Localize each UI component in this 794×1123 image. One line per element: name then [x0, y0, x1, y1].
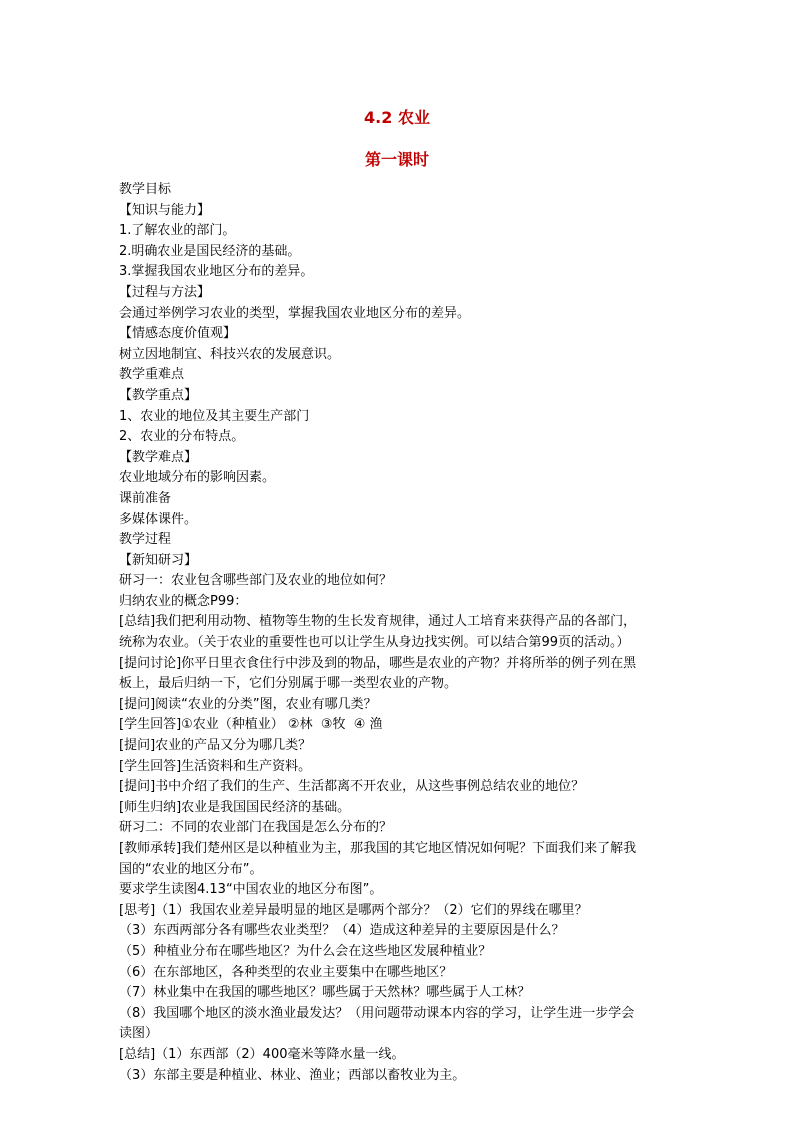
text-line: 【知识与能力】: [119, 202, 211, 218]
text-line: 1.了解农业的部门。: [119, 223, 236, 239]
text-line: 2.明确农业是国民经济的基础。: [119, 243, 301, 259]
text-line: [学生回答]①农业（种植业） ②林 ③牧 ④ 渔: [119, 717, 383, 733]
text-line: 农业地域分布的影响因素。: [119, 470, 276, 486]
text-line: 1、农业的地位及其主要生产部门: [119, 408, 310, 424]
text-line: 教学重难点: [119, 367, 185, 383]
text-line: 课前准备: [119, 490, 172, 506]
text-line: [思考]（1）我国农业差异最明显的地区是哪两个部分？（2）它们的界线在哪里？: [119, 902, 588, 918]
text-line: 【教学重点】: [119, 387, 198, 403]
text-line: 【情感态度价值观】: [119, 326, 237, 342]
text-line: 教学目标: [119, 182, 172, 197]
text-line: （3）东部主要是种植业、林业、渔业；西部以畜牧业为主。: [119, 1067, 466, 1083]
text-line: 【教学难点】: [119, 449, 198, 465]
text-line: 3.掌握我国农业地区分布的差异。: [119, 264, 314, 280]
text-line: 研习一：农业包含哪些部门及农业的地位如何？: [119, 573, 393, 589]
document-body: [119, 180, 679, 1086]
text-line: （7）林业集中在我国的哪些地区？哪些属于天然林？哪些属于人工林？: [119, 985, 531, 1001]
text-line: （3）东西两部分各有哪些农业类型？（4）造成这种差异的主要原因是什么？: [119, 923, 565, 939]
text-line: [提问]农业的产品又分为哪几类？: [119, 738, 312, 754]
text-line: 统称为农业。（关于农业的重要性也可以让学生从身边找实例。可以结合第99页的活动。）: [119, 635, 630, 651]
text-line: 【过程与方法】: [119, 284, 211, 300]
text-line: [提问]阅读“农业的分类”图，农业有哪几类？: [119, 696, 377, 712]
text-line: 2、农业的分布特点。: [119, 429, 245, 445]
page-subtitle: 第一课时: [364, 150, 429, 169]
text-line: [总结]我们把利用动物、植物等生物的生长发育规律，通过人工培育来获得产品的各部门，: [119, 614, 637, 630]
text-line: （6）在东部地区，各种类型的农业主要集中在哪些地区？: [119, 964, 453, 980]
text-line: 归纳农业的概念P99：: [119, 593, 248, 609]
text-line: 会通过举例学习农业的类型，掌握我国农业地区分布的差异。: [119, 305, 471, 321]
text-line: [总结]（1）东西部（2）400毫米等降水量一线。: [119, 1046, 405, 1062]
text-line: 教学过程: [119, 532, 172, 548]
text-line: 要求学生读图4.13“中国农业的地区分布图”。: [119, 882, 383, 898]
text-line: [提问]书中介绍了我们的生产、生活都离不开农业，从这些事例总结农业的地位？: [119, 779, 585, 795]
text-line: 板上，最后归纳一下，它们分别属于哪一类型农业的产物。: [119, 676, 458, 692]
text-line: 读图）: [119, 1026, 159, 1042]
text-line: [提问讨论]你平日里衣食住行中涉及到的物品，哪些是农业的产物？并将所举的例子列在黑: [119, 655, 637, 671]
text-line: 【新知研习】: [119, 552, 198, 568]
text-line: （5）种植业分布在哪些地区？为什么会在这些地区发展种植业？: [119, 943, 492, 959]
text-line: [学生回答]生活资料和生产资料。: [119, 758, 312, 774]
text-line: 研习二：不同的农业部门在我国是怎么分布的？: [119, 820, 393, 836]
text-line: （8）我国哪个地区的淡水渔业最发达？（用问题带动课本内容的学习，让学生进一步学会: [119, 1005, 635, 1021]
text-line: [教师承转]我们楚州区是以种植业为主，那我国的其它地区情况如何呢？下面我们来了解我: [119, 841, 637, 856]
page-title: 4.2 农业: [364, 108, 430, 127]
text-line: 国的“农业的地区分布”。: [119, 861, 263, 877]
text-line: [师生归纳]农业是我国国民经济的基础。: [119, 799, 351, 815]
text-line: 树立因地制宜、科技兴农的发展意识。: [119, 346, 341, 362]
text-line: 多媒体课件。: [119, 511, 198, 527]
